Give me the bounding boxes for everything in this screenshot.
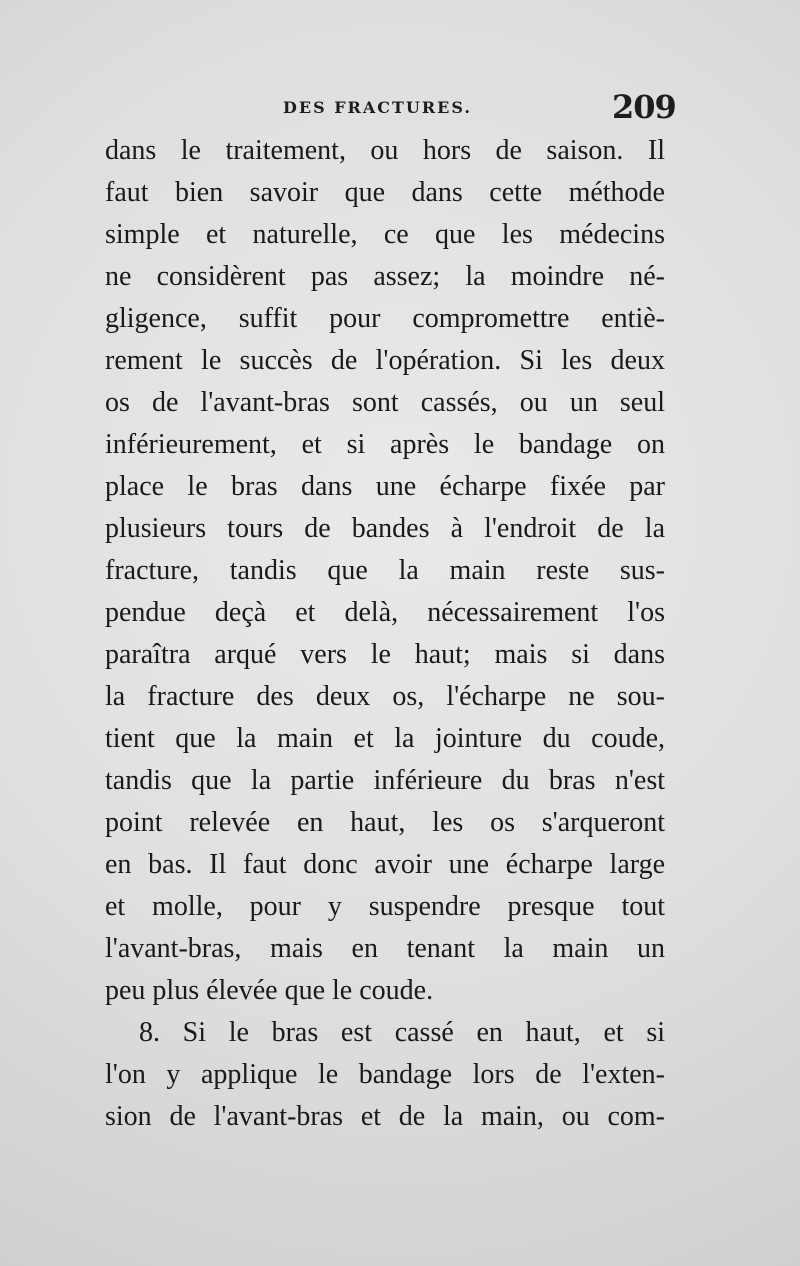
text-line: gligence, suffit pour compromettre entiè- (105, 303, 665, 334)
text-line: en bas. Il faut donc avoir une écharpe large (105, 849, 665, 880)
text-line: pendue deçà et delà, nécessairement l'os (105, 597, 665, 628)
text-line: 8. Si le bras est cassé en haut, et si (139, 1017, 665, 1048)
text-line: peu plus élevée que le coude. (105, 975, 434, 1006)
text-line: paraîtra arqué vers le haut; mais si dans (105, 639, 665, 670)
text-line: ne considèrent pas assez; la moindre né- (105, 261, 665, 292)
text-line: tient que la main et la jointure du coude, (105, 723, 665, 754)
text-line: sion de l'avant-bras et de la main, ou com- (105, 1101, 665, 1132)
page-header (0, 88, 800, 128)
text-line: os de l'avant-bras sont cassés, ou un seul (105, 387, 665, 418)
text-line: place le bras dans une écharpe fixée par (105, 471, 665, 502)
text-line: tandis que la partie inférieure du bras n'est (105, 765, 665, 796)
running-head: DES FRACTURES. (283, 98, 472, 117)
text-line: faut bien savoir que dans cette méthode (105, 177, 665, 208)
text-line: rement le succès de l'opération. Si les deux (105, 345, 665, 376)
text-line: point relevée en haut, les os s'arqueront (105, 807, 665, 838)
text-line: l'on y applique le bandage lors de l'exten- (105, 1059, 665, 1090)
text-line: fracture, tandis que la main reste sus- (105, 555, 665, 586)
text-line: dans le traitement, ou hors de saison. Il (105, 135, 665, 166)
text-line: simple et naturelle, ce que les médecins (105, 219, 665, 250)
text-line: la fracture des deux os, l'écharpe ne sou- (105, 681, 665, 712)
text-line: l'avant-bras, mais en tenant la main un (105, 933, 665, 964)
text-line: plusieurs tours de bandes à l'endroit de la (105, 513, 665, 544)
text-line: inférieurement, et si après le bandage on (105, 429, 665, 460)
text-line: et molle, pour y suspendre presque tout (105, 891, 665, 922)
page-number: 209 (612, 88, 676, 126)
body-text (105, 130, 665, 1138)
